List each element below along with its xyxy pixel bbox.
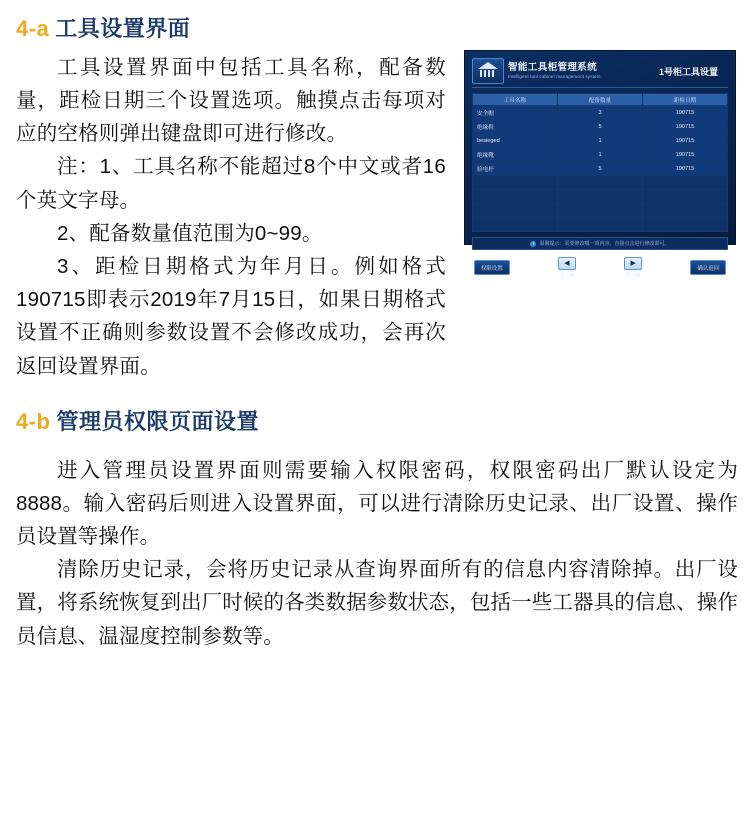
cell-inspection-date[interactable]: 190715 <box>643 120 728 134</box>
cell-tool-name[interactable]: 安全帽 <box>473 106 558 120</box>
cell-empty[interactable] <box>643 204 728 218</box>
title-spacer <box>16 444 738 454</box>
cell-tool-name[interactable]: 验电杆 <box>473 162 558 176</box>
column-header-quantity: 配备数量 <box>558 94 643 106</box>
cell-empty[interactable] <box>473 190 558 204</box>
cell-empty[interactable] <box>473 204 558 218</box>
tool-settings-table <box>472 93 728 232</box>
table-row[interactable] <box>473 148 728 162</box>
device-footer <box>472 257 728 278</box>
cell-quantity[interactable]: 1 <box>558 148 643 162</box>
section-4b-paragraph-1: 进入管理员设置界面则需要输入权限密码，权限密码出厂默认设定为8888。输入密码后则进入设置界面，可以进行清除历史记录、出厂设置、操作员设置等操作。 <box>16 458 738 549</box>
table-row-empty[interactable] <box>473 218 728 232</box>
cell-empty[interactable] <box>473 176 558 190</box>
cell-empty[interactable] <box>643 190 728 204</box>
cell-empty[interactable] <box>558 204 643 218</box>
table-row[interactable] <box>473 106 728 120</box>
cell-empty[interactable] <box>558 218 643 232</box>
prev-page-control[interactable] <box>558 257 576 278</box>
section-4b <box>16 407 738 653</box>
section-4a <box>16 14 738 383</box>
section-4a-title <box>16 14 738 45</box>
next-page-control[interactable] <box>624 257 642 278</box>
section-4a-paragraph-4: 3、距检日期格式为年月日。例如格式190715即表示2019年7月15日，如果日期格式设置不正确则参数设置不会修改成功，会再次返回设置界面。 <box>16 255 446 378</box>
cell-quantity[interactable]: 3 <box>558 106 643 120</box>
arrow-left-icon[interactable]: ◀ <box>558 257 576 270</box>
column-header-inspection-date: 距检日期 <box>643 94 728 106</box>
permission-settings-button[interactable]: 权限设置 <box>474 260 510 275</box>
device-hint-bar <box>472 237 728 250</box>
cell-inspection-date[interactable]: 190715 <box>643 134 728 148</box>
column-header-tool-name: 工具名称 <box>473 94 558 106</box>
section-4b-title-text: 管理员权限页面设置 <box>56 408 260 434</box>
section-4a-paragraph-3: 2、配备数量值范围为0~99。 <box>57 221 323 245</box>
cabinet-logo-icon <box>472 58 504 84</box>
cell-tool-name[interactable]: besieged <box>473 134 558 148</box>
table-row[interactable] <box>473 162 728 176</box>
table-header-row <box>473 94 728 106</box>
cell-tool-name[interactable]: 绝缘靴 <box>473 148 558 162</box>
section-4a-title-text: 工具设置界面 <box>55 16 191 41</box>
cell-quantity[interactable]: 1 <box>558 134 643 148</box>
cell-empty[interactable] <box>643 176 728 190</box>
table-row-empty[interactable] <box>473 204 728 218</box>
cell-empty[interactable] <box>643 218 728 232</box>
section-4a-text-column <box>16 51 446 383</box>
arrow-right-icon[interactable]: ▶ <box>624 257 642 270</box>
cell-quantity[interactable]: 5 <box>558 162 643 176</box>
section-4b-title <box>16 407 738 438</box>
device-screen-illustration <box>464 50 736 278</box>
section-spacer <box>16 383 738 407</box>
cell-quantity[interactable]: 5 <box>558 120 643 134</box>
table-row-empty[interactable] <box>473 190 728 204</box>
device-screen-title: 1号柜工具设置 <box>658 66 718 77</box>
section-4b-number: 4-b <box>16 408 51 434</box>
device-hint-text: 温馨提示：需要修改哪一项内容，直接点击进行修改即可。 <box>539 241 670 247</box>
cell-inspection-date[interactable]: 190715 <box>643 148 728 162</box>
section-4a-paragraph-1: 工具设置界面中包括工具名称，配备数量，距检日期三个设置选项。触摸点击每项对应的空格则弹出键盘即可进行修改。 <box>16 55 446 146</box>
info-icon: ! <box>530 241 536 247</box>
cell-empty[interactable] <box>558 176 643 190</box>
section-4a-paragraph-2: 注：1、工具名称不能超过8个中文或者16个英文字母。 <box>16 155 446 212</box>
cell-empty[interactable] <box>558 190 643 204</box>
next-page-label: 下一页 <box>625 272 641 278</box>
cell-inspection-date[interactable]: 190715 <box>643 106 728 120</box>
table-row[interactable] <box>473 120 728 134</box>
table-row-empty[interactable] <box>473 176 728 190</box>
device-brand-en: Intelligent tool cabinet management system <box>508 74 601 80</box>
cell-inspection-date[interactable]: 190715 <box>643 162 728 176</box>
table-row[interactable] <box>473 134 728 148</box>
device-brand <box>508 62 653 80</box>
confirm-return-button[interactable]: 确认返回 <box>690 260 726 275</box>
prev-page-label: 上一页 <box>559 272 575 278</box>
section-4b-paragraph-2: 清除历史记录，会将历史记录从查询界面所有的信息内容清除掉。出厂设置，将系统恢复到出厂时候的各类数据参数状态，包括一些工器具的信息、操作员信息、温湿度控制参数等。 <box>16 558 738 648</box>
cell-empty[interactable] <box>473 218 558 232</box>
cell-tool-name[interactable]: 绝缘鞋 <box>473 120 558 134</box>
section-4a-number: 4-a <box>16 16 50 41</box>
device-header <box>472 57 728 88</box>
device-brand-cn: 智能工具柜管理系统 <box>508 62 598 74</box>
